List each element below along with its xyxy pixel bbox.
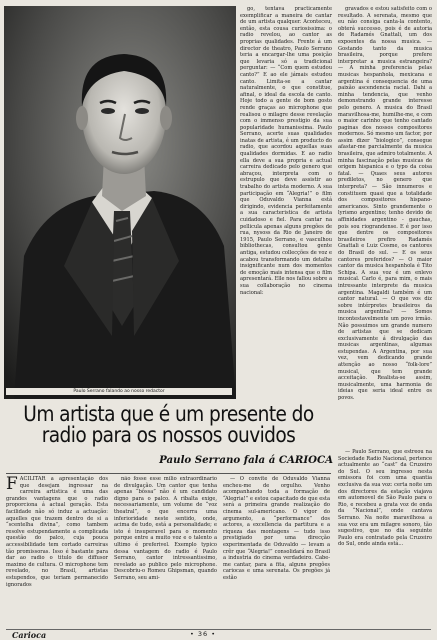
footer-rule	[6, 629, 431, 630]
column-text: — O convite de Oduvaldo Vianna encheu-me de orgulho. Venho acompanhando toda a formação de “Alegria!” e estou capacitado de que esta será a primeira grande realização do cinema sul-americano. O vigor do argumento, a “performance” dos actores, a excellencia da partitura e a riqueza das montagens — tudo isso prestigiado por uma direcção experimentada de Oduvaldo — levam a crêr que “Alegria!” consolidará no Brasil a industria do cinema verdadeiro. Cabe-me cantar, para a fita, alguns pregões cariocas e uma serenata. Os pregões já estão	[223, 476, 330, 581]
article-column-2	[338, 6, 432, 448]
magazine-logo: Carioca	[12, 630, 47, 640]
column-text: ACILITAR a apresentação dos que desejam ingressar na carreira artistica é uma das grandes vantagens que o radio proporciona á actual geração. Esta facilidade não só induz a actuação: aquelles que trazem dentro de si a “scentelha divina”, como tambem resolve estupendamente a complicada questão do palco, cuja pouca accessibilidade tem cortado carreiras tão promissoras. Isso é bastante para dar ao radio o titulo de diffusor maximo de cultura. O microphone tem revelado, no Brasil, artistas estupendos, que teriam permanecido ignorados	[6, 476, 108, 588]
drop-cap: F	[6, 476, 18, 494]
column-text: gravados e estou satisfeito com o resultado. A serenata, mesmo que eu não consiga canta-la contento, obterá successo, pois é de autoria de Radamés Gnattali, um dos expoentes da nossa musica. — Gostando tanto da musica brasileira, porque prefere interpretar a musica estrangeira? — A minha preferencia pelas musicas hespanhola, mexicana e argentina é consequencia de uma paixão ascendencia racial. Dahi a minha tendencia, que venho demonstrando grande interesse pelo genero. A musica do Brasil maravilhosa-me, humilhe-me, e com o maior carinho que tenho cantado paginas dos nossos compositores modernos. Só mesmo um factor, por assim dizer “biologico”, consegue afastar-me parcialmente da musica brasileira, que admiro totalmente. A minha fascinação pelas musicas de origem hispanica e o typo da coisa fatal. — Quaes seus autores prediletos, no genero que interpreta? — São innumeros e constituem quasi que a totalidade dos compositores hispano-americanos. Sinto grandemente o lyrismo argentino; tenho devido de affinidades argentino - gauchas, pois sou riograndense. E é por isso que dentre os compositores brasileiros prefiro Radamés Gnattali e Luiz Cosme, os cantores do Brasil do sul. — E os seus cantores preferidos? — O maior cantor da musica hespanhola é Tito Schipa. A sua voz é um enlevo musical. Carlo é, para mim, o mais intressante interprete da musica argentina. Magaldi também é um cantor natural. — O que vos diz sobre intérpretes brasileiros da musica argentina? — Somos incontestavelmente um povo irmão. Não possuimos um grande numero de artistas que se dedicam exclusivamente á divulgação das musicas argentinas, algumas estupendas. A Argentina, por sua vez, vem dedicando grande attenção ao nosso “folk-lore” musical, que tem grande acceitação. Realista-se assim, musicalmente, uma harmonia de ideias que seria ideal entre os povos.	[338, 6, 432, 402]
photo-caption: Paulo Serrano falando ao nosso redactor	[6, 388, 232, 395]
subhead-magazine-name: CARIOCA	[278, 454, 333, 466]
article-column-bottom-1	[6, 476, 108, 628]
column-text: não fosse esse milio extraordinario de divulgação. Um cantor que tenha apenas “bôssa” não é um candidato digno para o palco. A ribalta exige, necessariamente, um volume de “voz theatral”, o que encerra uma inferioridade neste sentido, onde, acima de tudo, está a personalidade; e isto é insuperavel para o momento porque entre a muito voz e o talento a ultimo é preferivel. Exemplo typico dessa vantagem do radio é Paulo Serrano, cantor intressantissimo, revelado ao publico pelo microphone. Descobriu-o Romeu Ghipsman, quando Serrano, seu ami-	[114, 476, 217, 581]
column-text: go, tentava practicamente exemplificar a maneira de cantar de um artista qualquer. Aconteceu, então, esta cousa curiosissima: o radio revelou, ao cantor as proprias qualidades. Frente á um director de theatro, Paulo Serrano teria a encargar-lhe uma posição que levaria só a tradicional perguntar: — “Com quem estudou canto?” E ao ele jámais estudou canto. Limita-se a cantar naturalmente, o que constitue, afinal, o ideal da escola de canto. Hoje todo a gente de bom gosto rende graças ao microphone que realisou o milagre desse revelação com o immenso prestigio da sua popularidade humanissima. Paulo Serrano, acerte suas qualidades inatas de artista, é um producto do radio, que acordou aquellas suas qualidades dormidas. E ao radio ella deve a sua propria e actual carreira dedicado pelo genero que abraçou, interpreta com o estrupulo que deve assistir ao trabalho do artista moderno. A sua participação em “Alegria!” o film que Oduvaldo Vianna está dirigindo, evidencia perfeitamente a sua caracteristica de artista cuidadoso e fiel. Para cantar na pellicula apenas alguns pregões de rua, nysoss da Rio de Janeiro de 1915, Paulo Serrano, e vasculhou bibliothecas, consultou gente antiga, estudou collecções de voz e acabou transformando um detalhe insignificante num dos momentos de emoção mais intensa que o film apresentará. Elle nos fallou sobre a sua collaboração no cinema nacional:	[240, 6, 332, 295]
article-subhead	[10, 454, 333, 466]
column-text: — Paulo Serrano, que estreou na Sociedade Radio Nacional, pertence actualmente ao “cast” da Cruzeiro do Sul. O seu ingresso nesta emissora foi com uma quantia exclusiva da sua voz: certa noite um dos directores da estação viajava em automovel de São Paulo para o Rio, e recebeu a grata voz de onda da “Nacional”, onde cantava Serrano. Na noite maravilhosa a sua voz era um milagre sonoro, tão sugestivo, que no dia seguinte Paulo era contratado pela Cruzeiro do Sul, onde ainda está...	[338, 449, 432, 548]
page-number: • 36 •	[190, 630, 217, 638]
article-column-1	[240, 6, 332, 295]
article-column-bottom-3	[223, 476, 330, 628]
column-paragraph	[6, 476, 108, 588]
portrait-photo	[4, 6, 236, 399]
portrait-image	[4, 6, 236, 399]
article-headline: Um artista que é um presente do radio para os nossos ouvidos	[23, 402, 314, 448]
page-footer	[0, 629, 437, 640]
section-divider	[6, 473, 331, 474]
article-column-bottom-2	[114, 476, 217, 628]
article-column-right-lower	[338, 449, 432, 629]
subhead-text: Paulo Serrano fala á	[159, 454, 276, 466]
